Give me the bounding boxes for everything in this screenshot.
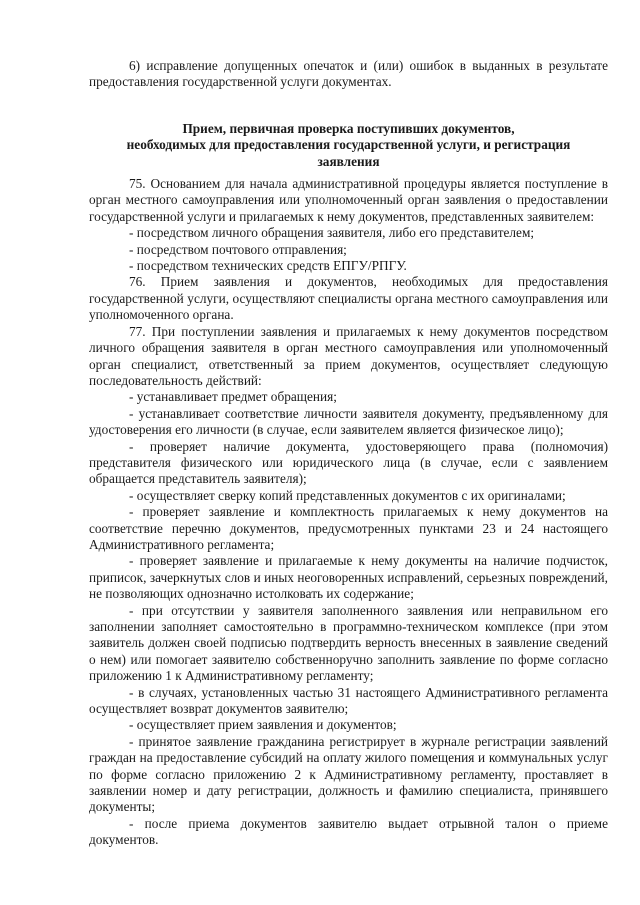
section-heading	[89, 121, 608, 170]
paragraph-76: 76. Прием заявления и документов, необходимых для предоставления государственной услуги, осуществляют специалисты органа местного самоуправления или уполномоченного органа.	[89, 274, 608, 323]
section-heading-line-1: Прием, первичная проверка поступивших документов,	[182, 120, 515, 136]
action-authority: - проверяет наличие документа, удостоверяющего права (полномочия) представителя физического или юридического лица (в случае, если с заявлением обращается представитель заявителя);	[89, 438, 608, 487]
list-item-technical: - посредством технических средств ЕПГУ/РПГУ.	[129, 258, 407, 274]
action-register: - принятое заявление гражданина регистрирует в журнале регистрации заявлений граждан на предоставление субсидий на оплату жилого помещения и коммунальных услуг по форме согласно приложению 2 к Административному регламенту, проставляет в заявлении номер и дату регистрации, должность и фамилию специалиста, принявшего документы;	[89, 733, 608, 815]
section-heading-line-3: заявления	[317, 153, 380, 169]
action-subject: - устанавливает предмет обращения;	[129, 389, 337, 405]
list-item-personal: - посредством личного обращения заявителя, либо его представителем;	[129, 225, 535, 241]
intro-item-6: 6) исправление допущенных опечаток и (или) ошибок в выданных в результате предоставления государственной услуги документах.	[89, 58, 608, 90]
action-identity: - устанавливает соответствие личности заявителя документу, предъявленному для удостоверения его личности (в случае, если заявителем является физическое лицо);	[89, 405, 608, 438]
action-copies: - осуществляет сверку копий представленных документов с их оригиналами;	[129, 487, 566, 503]
action-return: - в случаях, установленных частью 31 настоящего Административного регламента осуществляет возврат документов заявителю;	[89, 684, 608, 717]
action-receipt: - после приема документов заявителю выдает отрывной талон о приеме документов.	[89, 815, 608, 848]
list-item-postal: - посредством почтового отправления;	[129, 241, 347, 257]
paragraph-77: 77. При поступлении заявления и прилагаемых к нему документов посредством личного обращения заявителя в орган местного самоуправления или уполномоченный орган специалист, ответственный за прием документов, осуществляет следующую последовательность действий:	[89, 323, 608, 388]
action-fill-form: - при отсутствии у заявителя заполненного заявления или неправильном его заполнении заполняет самостоятельно в программно-техническом комплексе (при этом заявитель должен своей подписью подтвердить верность внесенных в заявление сведений о нем) или помогает заявителю собственноручно заполнить заявление по форме согласно приложению 1 к Административному регламенту;	[89, 602, 608, 684]
section-heading-line-2: необходимых для предоставления государственной услуги, и регистрация	[126, 137, 571, 153]
action-completeness: - проверяет заявление и комплектность прилагаемых к нему документов на соответствие перечню документов, предусмотренных пунктами 23 и 24 настоящего Административного регламента;	[89, 504, 608, 552]
action-corrections: - проверяет заявление и прилагаемые к нему документы на наличие подчисток, приписок, зачеркнутых слов и иных неоговоренных исправлений, серьезных повреждений, не позволяющих однозначно истолковать их содержание;	[89, 553, 608, 602]
section-body	[89, 176, 608, 849]
paragraph-75: 75. Основанием для начала административной процедуры является поступление в орган местного самоуправления или уполномоченный орган заявления о предоставлении государственной услуги и прилагаемых к нему документов, представленных заявителем:	[89, 176, 608, 224]
action-accept: - осуществляет прием заявления и документов;	[129, 717, 397, 733]
